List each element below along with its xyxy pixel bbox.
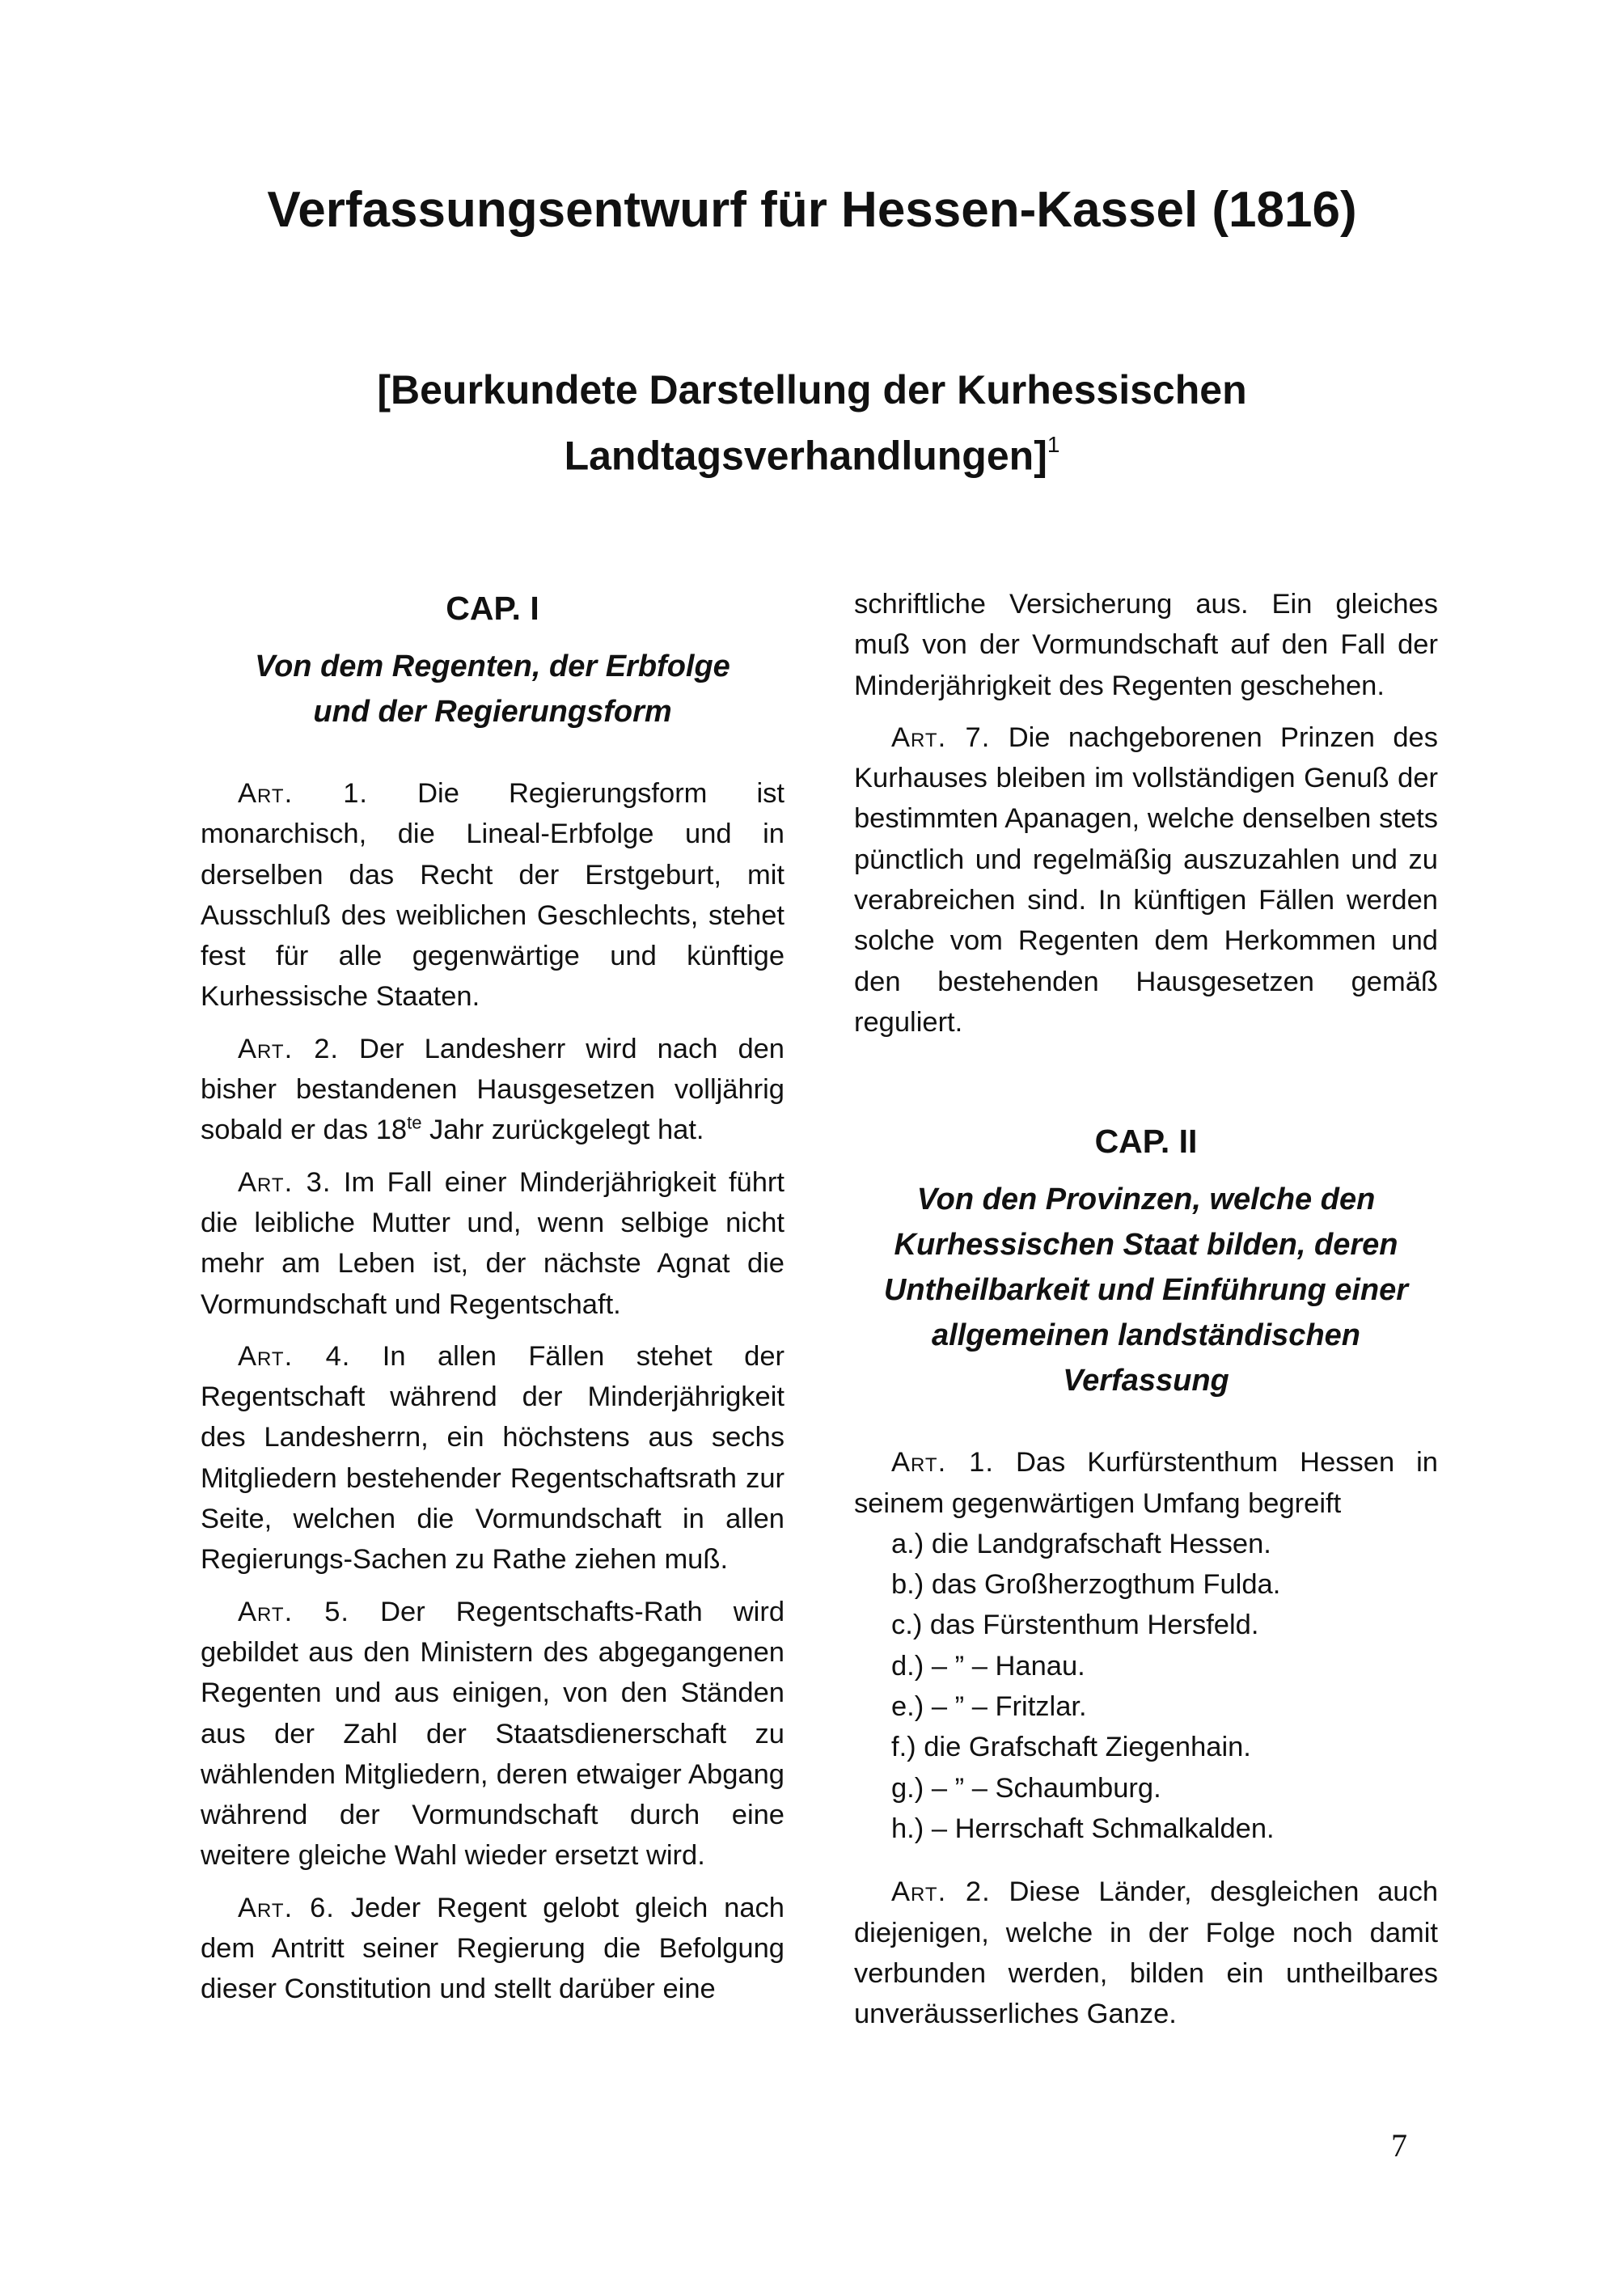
article-text: Diese Länder, desgleichen auch diejenigen, welche in der Folge noch damit verbunden werden, bilden ein untheilbares unveräusserliches Ganze. [854, 1876, 1439, 2030]
article-label: Art. 5. [238, 1596, 350, 1627]
article-text: Das Kurfürstenthum Hessen in seinem gegenwärtigen Umfang begreift [854, 1447, 1438, 1519]
article-text-part: Jahr zurückgelegt hat. [421, 1115, 704, 1146]
article-text: Die nachgeborenen Prinzen des Kurhauses bleiben im vollständigen Genuß der bestimmten Apanagen, welche denselben stets pünctlich und regelmäßig auszuzahlen und zu verabreichen sind. In künftigen Fällen werden solche vom Regenten dem Herkommen und den bestehenden Hausgesetzen gemäß reguliert. [854, 721, 1438, 1038]
chapter-1-article-5 [201, 1592, 785, 1876]
article-text-part: Der Landesherr wird nach den bisher bestandenen Hausgesetzen volljährig sobald er das 18 [201, 1033, 785, 1146]
chapter-1-heading: CAP. I [446, 590, 539, 627]
article-label: Art. 1. [891, 1447, 994, 1479]
article-label: Art. 6. [238, 1892, 335, 1923]
chapter-1-article-6 [201, 1888, 785, 2010]
article-text: Jeder Regent gelobt gleich nach dem Antritt seiner Regierung die Befolgung dieser Constitution und stellt darüber eine [201, 1892, 785, 2005]
article-label: Art. 2. [891, 1876, 991, 1908]
document-subtitle [162, 361, 1462, 485]
chapter-2-subheading-line: Untheilbarkeit und Einführung einer [883, 1273, 1409, 1308]
list-item: h.) – Herrschaft Schmalkalden. [891, 1813, 1275, 1844]
page-title: Verfassungsentwurf für Hessen-Kassel (1816) [267, 182, 1357, 238]
chapter-2-heading: CAP. II [1094, 1123, 1198, 1161]
subtitle-line-2: Landtagsverhandlungen] [564, 433, 1047, 479]
left-column [201, 584, 785, 2021]
article-label: Art. 4. [238, 1340, 351, 1372]
chapter-1-article-6-continuation: schriftliche Versicherung aus. Ein gleiches muß von der Vormundschaft auf den Fall der Minderjährigkeit des Regenten geschehen. [854, 589, 1438, 701]
chapter-1-article-3 [201, 1162, 785, 1325]
territories-list [854, 1524, 1438, 1849]
subtitle-line-1: [Beurkundete Darstellung der Kurhessischen [377, 367, 1247, 412]
chapter-2-subheading-line: allgemeinen landständischen [931, 1318, 1361, 1353]
list-item: f.) die Grafschaft Ziegenhain. [891, 1732, 1251, 1763]
chapter-1-subheading-line: Von dem Regenten, der Erbfolge [255, 649, 730, 683]
chapter-1-subheading-line: und der Regierungsform [313, 695, 672, 729]
list-item: g.) – ” – Schaumburg. [891, 1772, 1161, 1804]
chapter-2-subheading-line: Kurhessischen Staat bilden, deren [894, 1228, 1398, 1263]
list-item: a.) die Landgrafschaft Hessen. [891, 1528, 1271, 1559]
page-number: 7 [1391, 2127, 1407, 2164]
list-item: b.) das Großherzogthum Fulda. [891, 1569, 1281, 1601]
article-text: Der Regentschafts-Rath wird gebildet aus den Ministern des abgegangenen Regenten und aus einigen, von den Ständen aus der Zahl der Staatsdienerschaft zu wählenden Mitgliedern, deren etwaiger Abgang während der Vormundschaft durch eine weitere gleiche Wahl wieder ersetzt wird. [201, 1596, 785, 1872]
chapter-1-article-2 [201, 1029, 785, 1151]
chapter-1-subheading [201, 644, 785, 734]
article-text: In allen Fällen stehet der Regentschaft während der Minderjährigkeit des Landesherrn, ein höchstens aus sechs Mitgliedern bestehender Regentschaftsrath zur Seite, welchen die Vormundschaft in allen Regierungs-Sachen zu Rathe ziehen muß. [201, 1340, 785, 1576]
chapter-1-article-4 [201, 1336, 785, 1580]
article-label: Art. 2. [238, 1033, 339, 1064]
article-label: Art. 3. [238, 1166, 332, 1198]
chapter-2-subheading [854, 1177, 1438, 1403]
chapter-2-article-1 [854, 1442, 1438, 1524]
chapter-2-subheading-line: Verfassung [1063, 1364, 1229, 1398]
list-item: c.) das Fürstenthum Hersfeld. [891, 1610, 1259, 1641]
chapter-2-article-2 [854, 1872, 1438, 2034]
article-label: Art. 1. [238, 778, 369, 809]
list-item: e.) – ” – Fritzlar. [891, 1691, 1087, 1723]
chapter-1-article-1 [201, 773, 785, 1017]
article-text: Im Fall einer Minderjährigkeit führt die leibliche Mutter und, wenn selbige nicht mehr am Leben ist, der nächste Agnat die Vormundschaft und Regentschaft. [201, 1166, 785, 1320]
footnote-reference[interactable]: 1 [1047, 432, 1060, 457]
article-text: Die Regierungsform ist monarchisch, die Lineal-Erbfolge und in derselben das Recht der Erstgeburt, mit Ausschluß des weiblichen Geschlechts, stehet fest für alle gegenwärtige und künftige Kurhessische Staaten. [201, 778, 785, 1013]
chapter-2-subheading-line: Von den Provinzen, welche den [916, 1182, 1376, 1217]
ordinal-superscript: te [407, 1112, 422, 1133]
list-item: d.) – ” – Hanau. [891, 1650, 1085, 1682]
article-label: Art. 7. [891, 721, 991, 753]
right-column [854, 584, 1438, 2046]
chapter-1-article-7 [854, 717, 1438, 1043]
